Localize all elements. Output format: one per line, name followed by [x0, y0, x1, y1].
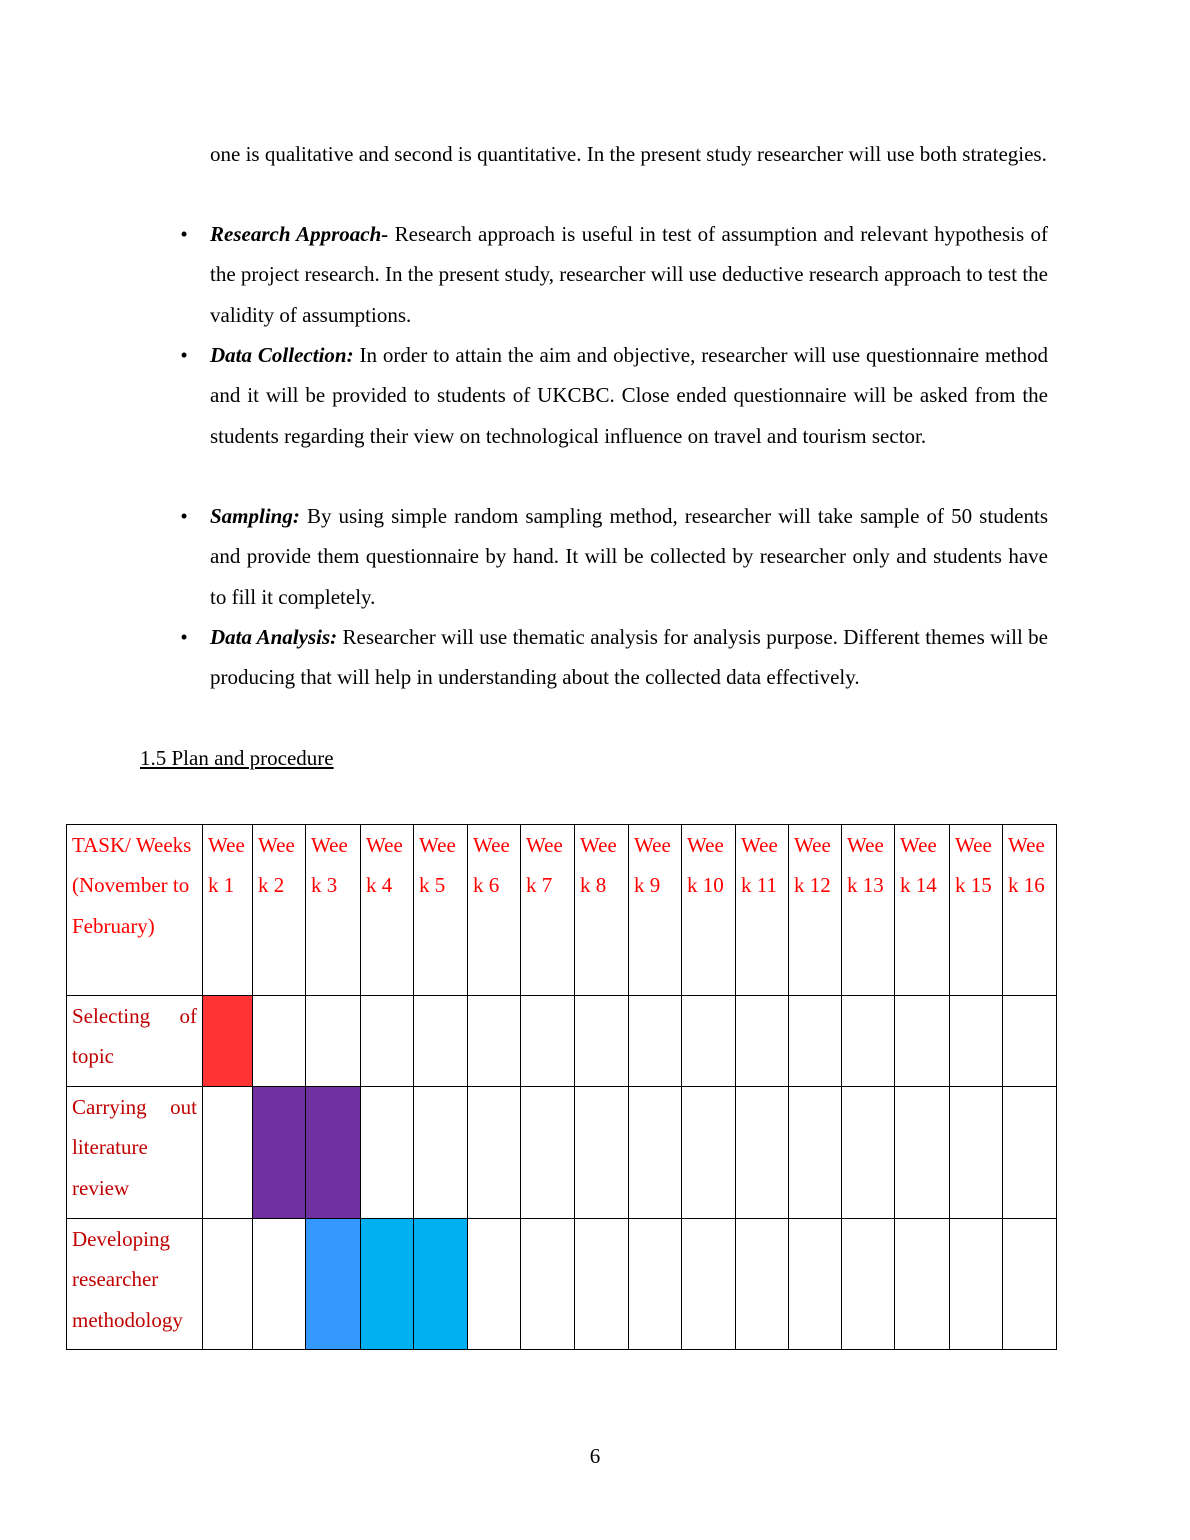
- table-row: [67, 996, 1057, 1087]
- week-cell: [789, 996, 842, 1087]
- week-cell: [361, 996, 414, 1087]
- week-cell: [1003, 1219, 1057, 1350]
- week-cell-active: [306, 1219, 361, 1350]
- week-cell: [253, 996, 306, 1087]
- week-header: Week 7: [521, 825, 575, 996]
- week-cell: [521, 1087, 575, 1219]
- bullet-dot-icon: •: [180, 343, 188, 367]
- week-header: Week 9: [629, 825, 682, 996]
- week-cell: [682, 1219, 736, 1350]
- week-cell: [1003, 1087, 1057, 1219]
- table-row: [67, 1219, 1057, 1350]
- week-cell: [895, 1087, 950, 1219]
- week-cell-active: [361, 1219, 414, 1350]
- page-number: 6: [589, 1444, 601, 1468]
- week-cell: [842, 996, 895, 1087]
- bullet-text: Research approach is useful in test of assumption and relevant hypothesis of the project research. In the present study, researcher will use deductive research approach to test the validity of assumptions.: [210, 222, 1049, 327]
- week-cell: [203, 1087, 253, 1219]
- week-cell: [895, 996, 950, 1087]
- week-cell: [950, 996, 1003, 1087]
- week-cell: [203, 1219, 253, 1350]
- week-cell: [950, 1219, 1003, 1350]
- section-heading: 1.5 Plan and procedure: [140, 746, 334, 770]
- task-label: Selecting of topic: [67, 996, 203, 1087]
- week-cell: [521, 1219, 575, 1350]
- week-cell-active: [306, 1087, 361, 1219]
- week-cell: [736, 996, 789, 1087]
- plan-header-row: [67, 825, 1057, 996]
- week-cell: [789, 1087, 842, 1219]
- bullet-lead: Research Approach-: [210, 222, 389, 246]
- week-cell-active: [414, 1219, 468, 1350]
- week-cell: [414, 1087, 468, 1219]
- paragraph-continuation: one is qualitative and second is quantitative. In the present study researcher will use both strategies.: [210, 142, 1047, 166]
- week-header: Week 6: [468, 825, 521, 996]
- week-cell: [253, 1219, 306, 1350]
- task-header: TASK/ Weeks (November to February): [67, 825, 203, 996]
- week-header: Week 14: [895, 825, 950, 996]
- week-cell: [468, 1219, 521, 1350]
- week-header: Week 3: [306, 825, 361, 996]
- week-cell-active: [203, 996, 253, 1087]
- bullet-text: By using simple random sampling method, researcher will take sample of 50 students and provide them questionnaire by hand. It will be collected by researcher only and students have to fill it completely.: [210, 504, 1048, 609]
- bullet-data-collection: [180, 335, 1048, 456]
- bullet-text: In order to attain the aim and objective, researcher will use questionnaire method and it will be provided to students of UKCBC. Close ended questionnaire will be asked from the students regarding their view on technological influence on travel and tourism sector.: [210, 343, 1048, 448]
- bullet-research-approach: [180, 214, 1049, 335]
- week-header: Week 16: [1003, 825, 1057, 996]
- week-cell: [468, 996, 521, 1087]
- bullet-lead: Sampling:: [210, 504, 300, 528]
- week-cell: [950, 1087, 1003, 1219]
- week-cell: [682, 996, 736, 1087]
- week-cell: [468, 1087, 521, 1219]
- week-cell: [414, 996, 468, 1087]
- week-header: Week 5: [414, 825, 468, 996]
- bullet-dot-icon: •: [180, 222, 188, 246]
- week-cell: [521, 996, 575, 1087]
- bullet-dot-icon: •: [180, 504, 188, 528]
- week-header: Week 2: [253, 825, 306, 996]
- week-header: Week 10: [682, 825, 736, 996]
- week-header: Week 12: [789, 825, 842, 996]
- bullet-sampling: [180, 496, 1048, 617]
- week-cell: [575, 996, 629, 1087]
- task-label: Carrying out literature review: [67, 1087, 203, 1219]
- week-header: Week 13: [842, 825, 895, 996]
- week-cell: [736, 1219, 789, 1350]
- week-header: Week 8: [575, 825, 629, 996]
- week-cell: [736, 1087, 789, 1219]
- bullet-dot-icon: •: [180, 625, 188, 649]
- week-header: Week 11: [736, 825, 789, 996]
- week-cell: [895, 1219, 950, 1350]
- bullet-text: Researcher will use thematic analysis for analysis purpose. Different themes will be producing that will help in understanding about the collected data effectively.: [210, 625, 1048, 690]
- plan-table: [66, 824, 1057, 1350]
- week-cell: [306, 996, 361, 1087]
- week-cell: [842, 1219, 895, 1350]
- week-cell-active: [253, 1087, 306, 1219]
- task-label: Developing researcher methodology: [67, 1219, 203, 1350]
- week-cell: [629, 1219, 682, 1350]
- week-cell: [575, 1219, 629, 1350]
- week-cell: [1003, 996, 1057, 1087]
- week-cell: [682, 1087, 736, 1219]
- week-cell: [361, 1087, 414, 1219]
- bullet-lead: Data Analysis:: [210, 625, 338, 649]
- week-header: Week 15: [950, 825, 1003, 996]
- week-cell: [789, 1219, 842, 1350]
- week-header: Week 1: [203, 825, 253, 996]
- bullet-lead: Data Collection:: [210, 343, 354, 367]
- bullet-data-analysis: [180, 617, 1048, 698]
- week-cell: [575, 1087, 629, 1219]
- week-cell: [629, 1087, 682, 1219]
- week-cell: [629, 996, 682, 1087]
- week-cell: [842, 1087, 895, 1219]
- week-header: Week 4: [361, 825, 414, 996]
- table-row: [67, 1087, 1057, 1219]
